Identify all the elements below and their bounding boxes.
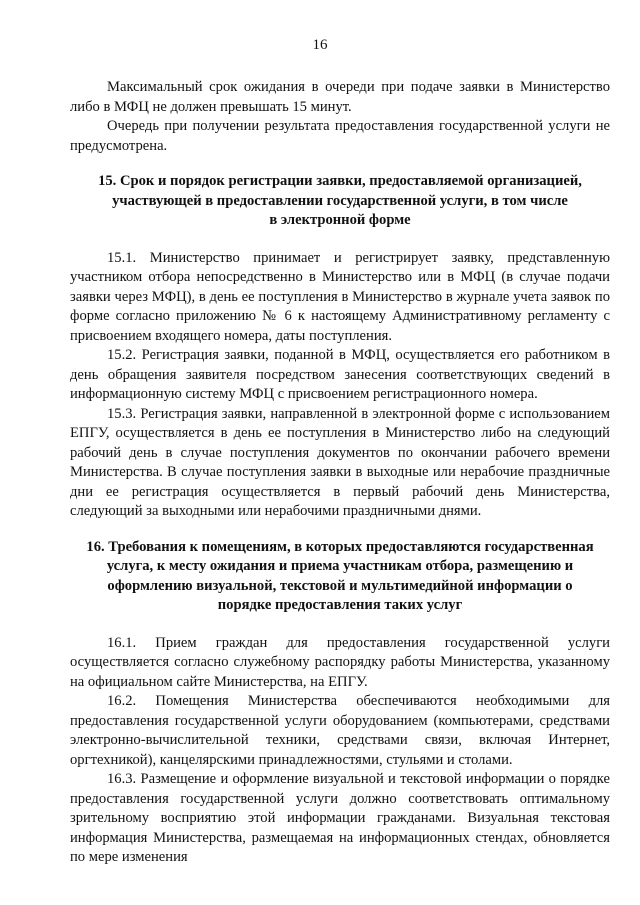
section-15-heading	[70, 172, 610, 231]
heading-line: оформлению визуальной, текстовой и мультимедийной информации о	[107, 577, 573, 594]
heading-line: порядке предоставления таких услуг	[217, 597, 463, 613]
section-16-paragraph: 16.1. Прием граждан для предоставления государственной услуги осуществляется согласно служебному распорядку работы Министерства, указанному на официальном сайте Министерства, на ЕПГУ.	[70, 634, 610, 690]
heading-line: 15. Срок и порядок регистрации заявки, предоставляемой организацией,	[98, 173, 582, 189]
section-15-paragraph: 15.2. Регистрация заявки, поданной в МФЦ, осуществляется его работником в день обращения заявителя посредством занесения соответствующих сведений в информационную систему МФЦ с присвоением регистрационного номера.	[70, 347, 610, 402]
heading-line: в электронной форме	[269, 212, 411, 228]
intro-paragraph: Очередь при получении результата предоставления государственной услуги не предусмотрена.	[70, 118, 610, 154]
intro-paragraph: Максимальный срок ожидания в очереди при подаче заявки в Министерство либо в МФЦ не должен превышать 15 минут.	[70, 79, 610, 115]
page-number: 16	[312, 37, 328, 53]
section-15-paragraph: 15.3. Регистрация заявки, направленной в электронной форме с использованием ЕПГУ, осуществляется в день ее поступления в Министерство либо на следующий рабочий день в случае поступления документов по окончании рабочего времени Министерства. В случае поступления заявки в выходные или нерабочие праздничные дни ее регистрация осуществляется в первый рабочий день Министерства, следующий за выходными или нерабочими праздничными днями.	[70, 405, 610, 519]
heading-line: участвующей в предоставлении государственной услуги, в том числе	[112, 192, 568, 209]
heading-line: 16. Требования к помещениям, в которых предоставляются государственная	[86, 538, 594, 555]
section-16-paragraph: 16.3. Размещение и оформление визуальной и текстовой информации о порядке предоставления государственной услуги должно соответствовать оптимальному зрительному восприятию этой информации гражданами. Визуальная текстовая информация Министерства, размещаемая на информационных стендах, обновляется по мере изменения	[70, 771, 610, 865]
section-16-heading	[70, 538, 610, 616]
page-content	[70, 78, 610, 868]
heading-line: услуга, к месту ожидания и приема участникам отбора, размещению и	[106, 558, 574, 574]
section-16-paragraph: 16.2. Помещения Министерства обеспечиваются необходимыми для предоставления государственной услуги оборудованием (компьютерами, средствами электронно-вычислительной техники, средствами связи, включая Интернет, оргтехникой), канцелярскими принадлежностями, стульями и столами.	[70, 693, 610, 768]
section-15-paragraph: 15.1. Министерство принимает и регистрирует заявку, представленную участником отбора непосредственно в Министерство или в МФЦ (в случае подачи заявки через МФЦ), в день ее поступления в Министерство в журнале учета заявок по форме согласно приложению № 6 к настоящему Административному регламенту с присвоением входящего номера, даты поступления.	[70, 249, 610, 344]
